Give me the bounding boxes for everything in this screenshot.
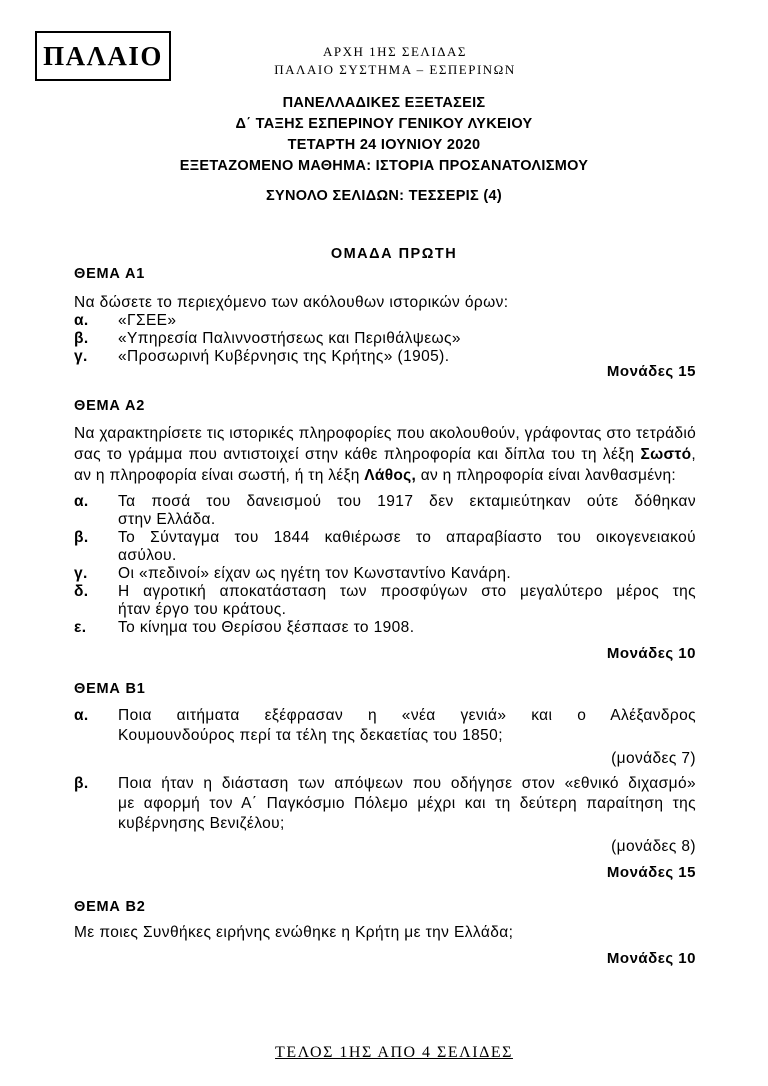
theme-a2-title: ΘΕΜΑ Α2 xyxy=(74,398,146,414)
system-note: ΠΑΛΑΙΟ ΣΥΣΤΗΜΑ – ΕΣΠΕΡΙΝΩΝ xyxy=(274,62,516,77)
b2-question: Με ποιες Συνθήκες ειρήνης ενώθηκε η Κρήτη με την Ελλάδα; xyxy=(74,924,514,941)
b2-marks: Μονάδες 10 xyxy=(606,950,696,967)
item-text-line1: Οι «πεδινοί» είχαν ως ηγέτη τον Κωνσταντίνο Κανάρη. xyxy=(118,565,512,582)
page-footer: ΤΕΛΟΣ 1ΗΣ ΑΠΟ 4 ΣΕΛΙΔΕΣ xyxy=(275,1044,513,1061)
item-label: α. xyxy=(74,493,89,510)
item-text-line3: κυβέρνησης Βενιζέλου; xyxy=(118,815,285,832)
b1-beta-marks: (μονάδες 8) xyxy=(611,838,696,855)
theme-b1-title: ΘΕΜΑ Β1 xyxy=(74,681,146,697)
item-label: α. xyxy=(74,707,89,724)
item-text-line2: Κουμουνδούρος περί τα τέλη της δεκαετίας του 1850; xyxy=(118,727,503,744)
item-text-line2: ήταν έργο του κράτους. xyxy=(118,601,287,618)
item-text-line1: Ποια αιτήματα εξέφρασαν η «νέα γενιά» και ο Αλέξανδρος xyxy=(118,707,696,724)
item-text-line1: Το κίνημα του Θερίσου ξέσπασε το 1908. xyxy=(118,619,415,636)
a2-item-gamma xyxy=(74,565,696,583)
item-text: «Υπηρεσία Παλιννοστήσεως και Περιθάλψεως» xyxy=(118,330,461,347)
item-label: β. xyxy=(74,330,89,347)
item-text-line2: με αφορμή τον Α΄ Παγκόσμιο Πόλεμο μέχρι και τη δεύτερη παραίτηση της xyxy=(118,795,696,812)
old-system-stamp: ΠΑΛΑΙΟ xyxy=(35,31,171,81)
a1-intro: Να δώσετε το περιεχόμενο των ακόλουθων ιστορικών όρων: xyxy=(74,294,509,311)
item-text: «Προσωρινή Κυβέρνησις της Κρήτης» (1905). xyxy=(118,348,450,365)
theme-b2-title: ΘΕΜΑ Β2 xyxy=(74,899,146,915)
a2-item-alpha xyxy=(74,493,696,529)
a1-item-beta xyxy=(74,330,696,350)
item-label: γ. xyxy=(74,348,88,365)
item-text-line2: στην Ελλάδα. xyxy=(118,511,216,528)
a1-marks: Μονάδες 15 xyxy=(606,363,696,380)
item-label: ε. xyxy=(74,619,87,636)
b1-marks: Μονάδες 15 xyxy=(606,864,696,881)
a2-item-epsilon xyxy=(74,619,696,637)
a2-item-delta xyxy=(74,583,696,619)
exam-class: Δ΄ ΤΑΞΗΣ ΕΣΠΕΡΙΝΟΥ ΓΕΝΙΚΟΥ ΛΥΚΕΙΟΥ xyxy=(235,116,533,132)
exam-subject: ΕΞΕΤΑΖΟΜΕΝΟ ΜΑΘΗΜΑ: ΙΣΤΟΡΙΑ ΠΡΟΣΑΝΑΤΟΛΙΣΜΟΥ xyxy=(179,158,589,174)
item-text-line1: Το Σύνταγμα του 1844 καθιέρωσε το απαραβίαστο του οικογενειακού xyxy=(118,529,696,546)
b1-question-beta xyxy=(74,775,696,835)
theme-a1-title: ΘΕΜΑ Α1 xyxy=(74,266,146,282)
item-text-line1: Η αγροτική αποκατάσταση των προσφύγων στο μεγαλύτερο μέρος της xyxy=(118,583,696,600)
item-label: δ. xyxy=(74,583,89,600)
item-label: α. xyxy=(74,312,89,329)
item-text: «ΓΣΕΕ» xyxy=(118,312,177,329)
page-start-note: ΑΡΧΗ 1ΗΣ ΣΕΛΙΔΑΣ xyxy=(323,44,467,59)
group-title: ΟΜΑΔΑ ΠΡΩΤΗ xyxy=(330,246,458,262)
correct-word: Σωστό xyxy=(640,446,692,463)
wrong-word: Λάθος, xyxy=(364,467,417,484)
a2-item-beta xyxy=(74,529,696,565)
exam-date: ΤΕΤΑΡΤΗ 24 ΙΟΥΝΙΟΥ 2020 xyxy=(287,137,481,153)
item-label: β. xyxy=(74,529,89,546)
a2-marks: Μονάδες 10 xyxy=(606,645,696,662)
b1-alpha-marks: (μονάδες 7) xyxy=(611,750,696,767)
exam-title: ΠΑΝΕΛΛΑΔΙΚΕΣ ΕΞΕΤΑΣΕΙΣ xyxy=(282,95,486,111)
item-label: γ. xyxy=(74,565,88,582)
a2-intro: Να χαρακτηρίσετε τις ιστορικές πληροφορίες που ακολουθούν, γράφοντας στο τετράδιό σας το γράμμα που αντιστοιχεί στην κάθε πληροφορία και δίπλα του τη λέξη Σωστό, αν η πληροφορία είναι σωστή, ή τη λέξη Λάθος, αν η πληροφορία είναι λανθασμένη: xyxy=(74,425,696,484)
a1-item-alpha xyxy=(74,312,696,332)
item-text-line1: Ποια ήταν η διάσταση των απόψεων που οδήγησε στον «εθνικό διχασμό» xyxy=(118,775,696,792)
total-pages: ΣΥΝΟΛΟ ΣΕΛΙΔΩΝ: ΤΕΣΣΕΡΙΣ (4) xyxy=(266,188,502,204)
item-label: β. xyxy=(74,775,89,792)
a1-item-gamma xyxy=(74,348,696,368)
item-text-line2: ασύλου. xyxy=(118,547,177,564)
b1-question-alpha xyxy=(74,707,696,747)
item-text-line1: Τα ποσά του δανεισμού του 1917 δεν εκταμιεύτηκαν ούτε δόθηκαν xyxy=(118,493,696,510)
